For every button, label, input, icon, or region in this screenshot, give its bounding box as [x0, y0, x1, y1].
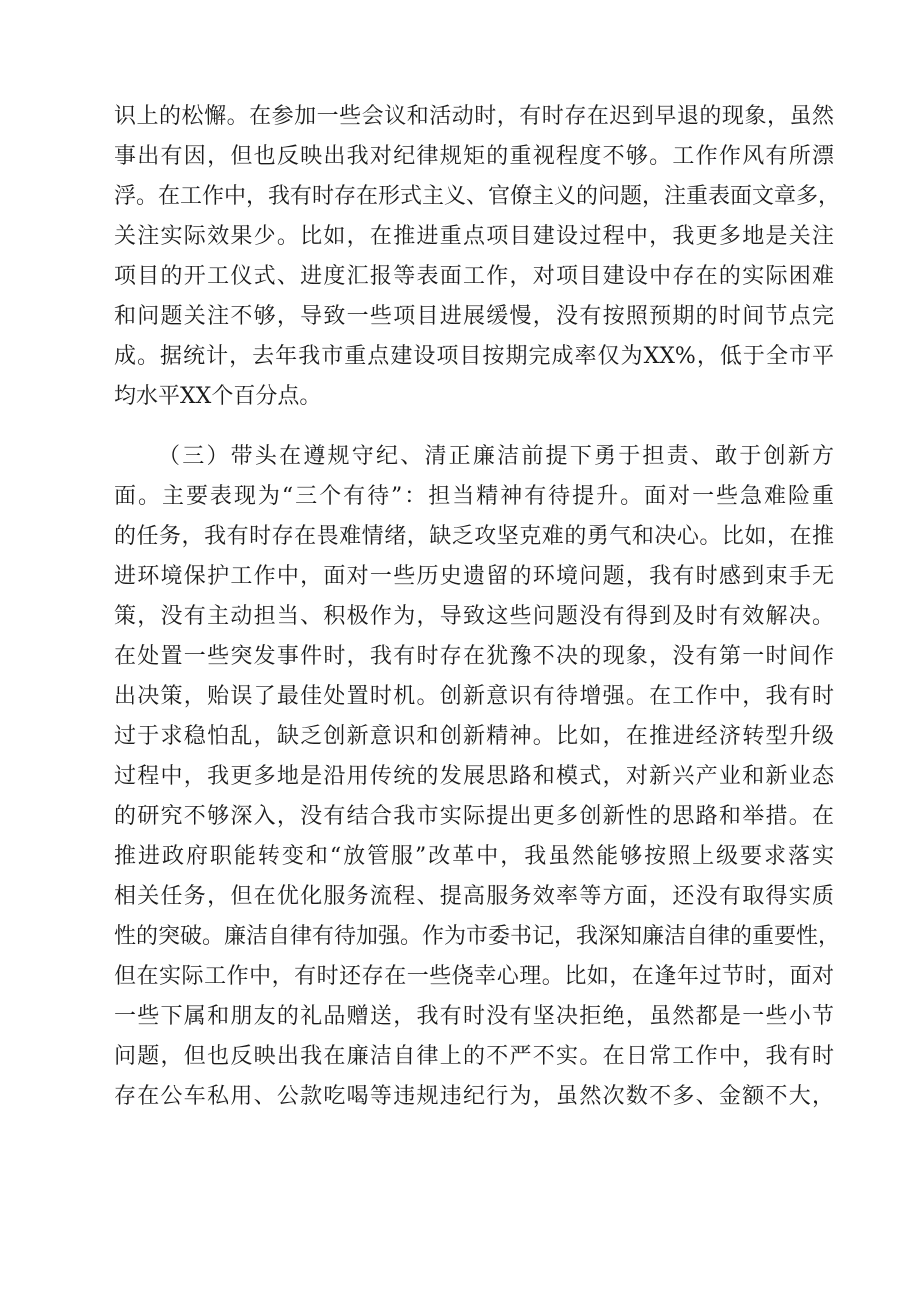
- text-line: 策，没有主动担当、积极作为，导致这些问题没有得到及时有效解决。: [114, 604, 834, 629]
- text-line: 过程中，我更多地是沿用传统的发展思路和模式，对新兴产业和新业态: [114, 764, 834, 789]
- text-line: 的任务，我有时存在畏难情绪，缺乏攻坚克难的勇气和决心。比如，在推: [114, 524, 834, 549]
- text-line: 相关任务，但在优化服务流程、提高服务效率等方面，还没有取得实质: [114, 884, 834, 909]
- section-heading-line: （三）带头在遵规守纪、清正廉洁前提下勇于担责、敢于创新方: [158, 444, 834, 469]
- text-line: 关注实际效果少。比如，在推进重点项目建设过程中，我更多地是关注: [114, 224, 834, 249]
- text-line: 出决策，贻误了最佳处置时机。创新意识有待增强。在工作中，我有时: [114, 684, 834, 709]
- text-line: 成。据统计，去年我市重点建设项目按期完成率仅为XX%，低于全市平: [114, 344, 834, 369]
- text-line: 一些下属和朋友的礼品赠送，我有时没有坚决拒绝，虽然都是一些小节: [114, 1004, 834, 1029]
- text-line: 浮。在工作中，我有时存在形式主义、官僚主义的问题，注重表面文章多，: [114, 184, 841, 209]
- text-line: 性的突破。廉洁自律有待加强。作为市委书记，我深知廉洁自律的重要性，: [114, 924, 841, 949]
- text-line: 的研究不够深入，没有结合我市实际提出更多创新性的思路和举措。在: [114, 804, 834, 829]
- text-line: 项目的开工仪式、进度汇报等表面工作，对项目建设中存在的实际困难: [114, 264, 834, 289]
- text-line: 面。主要表现为“三个有待”：担当精神有待提升。面对一些急难险重: [114, 484, 834, 509]
- text-line: 存在公车私用、公款吃喝等违规违纪行为，虽然次数不多、金额不大，: [114, 1084, 834, 1109]
- text-line: 在处置一些突发事件时，我有时存在犹豫不决的现象，没有第一时间作: [114, 644, 834, 669]
- text-line: 进环境保护工作中，面对一些历史遗留的环境问题，我有时感到束手无: [114, 564, 834, 589]
- text-line: 过于求稳怕乱，缺乏创新意识和创新精神。比如，在推进经济转型升级: [114, 724, 834, 749]
- text-line: 和问题关注不够，导致一些项目进展缓慢，没有按照预期的时间节点完: [114, 304, 834, 329]
- text-line: 问题，但也反映出我在廉洁自律上的不严不实。在日常工作中，我有时: [114, 1044, 834, 1069]
- text-line: 但在实际工作中，有时还存在一些侥幸心理。比如，在逢年过节时，面对: [114, 964, 834, 989]
- text-line: 均水平XX个百分点。: [114, 384, 322, 409]
- text-line: 事出有因，但也反映出我对纪律规矩的重视程度不够。工作作风有所漂: [114, 144, 834, 169]
- text-line: 推进政府职能转变和“放管服”改革中，我虽然能够按照上级要求落实: [114, 844, 834, 869]
- text-line: 识上的松懈。在参加一些会议和活动时，有时存在迟到早退的现象，虽然: [114, 104, 834, 129]
